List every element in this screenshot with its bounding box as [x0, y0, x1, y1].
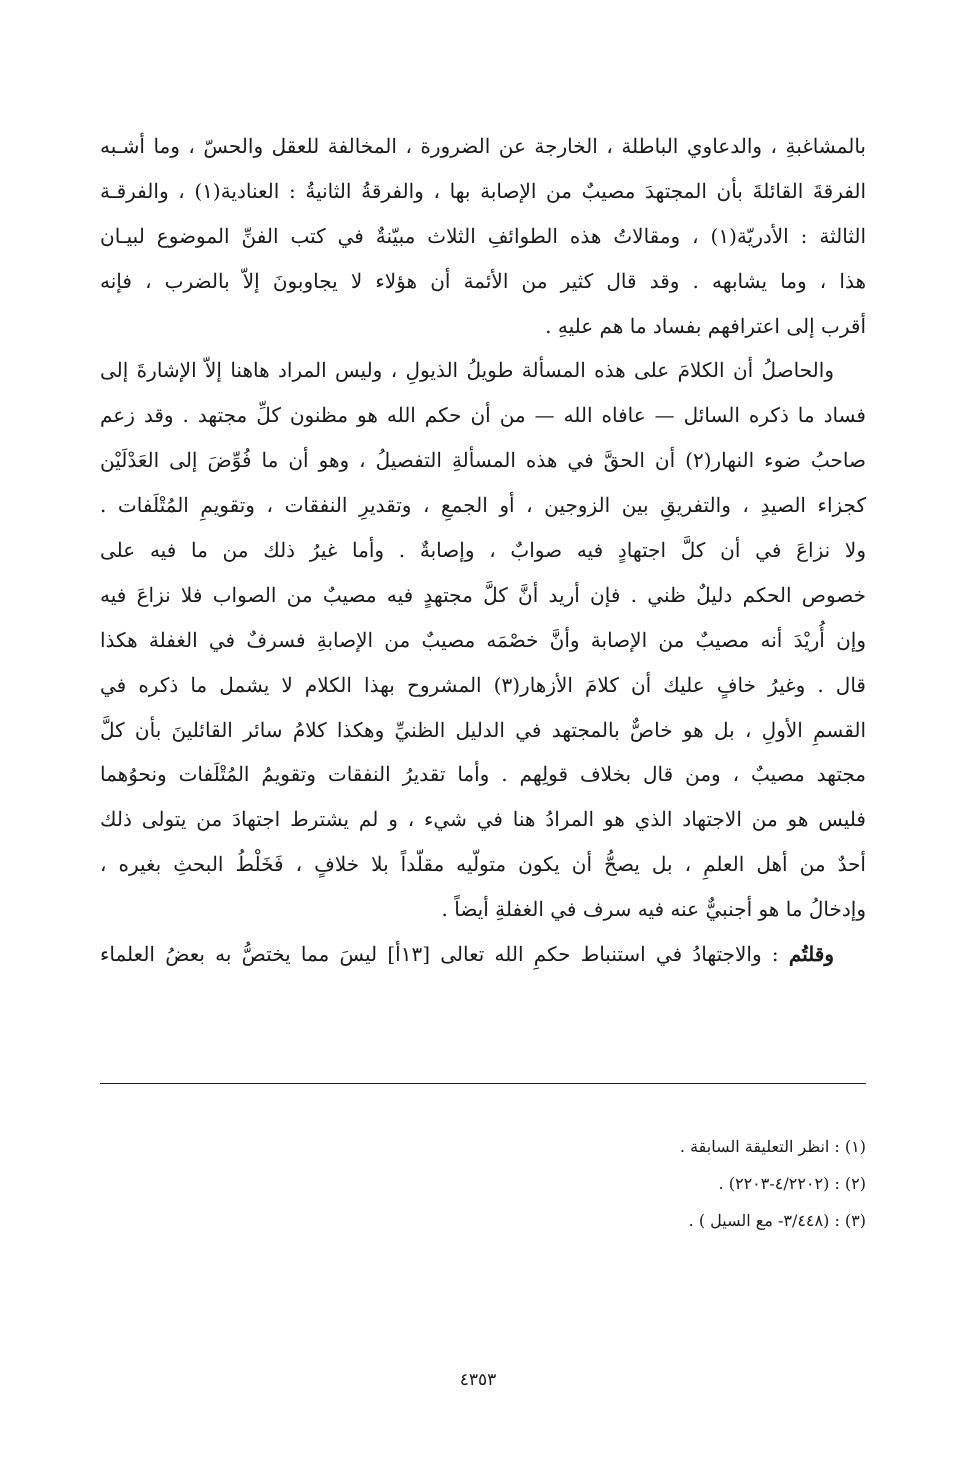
text-line-13: قال . وغيرُ خافٍ عليك أن كلامَ الأزهار(٣) المشروح بهذا الكلام لا يشمل ما ذكره في	[100, 672, 866, 697]
text-line-5: أقرب إلى اعترافهم بفساد ما هم عليهِ .	[545, 313, 866, 338]
footnotes	[100, 1128, 866, 1239]
footnote-3: (٣) : (٣/٤٤٨- مع السيل ) .	[688, 1211, 866, 1230]
text-line-12: وإن أُريْدَ أنه مصيبٌ من الإصابة وأنَّ خصْمَه مصيبٌ من الإصابةِ فسرفٌ في الغفلة هكذا	[100, 627, 866, 652]
text-line-9: كجزاء الصيدِ ، والتفريقِ بين الزوجين ، أو الجمعِ ، وتقديرِ النفقات ، وتقويمِ المُتْلَفات .	[100, 493, 866, 518]
text-line-7: فساد ما ذكره السائل — عافاه الله — من أن حكم الله هو مظنون كلِّ مجتهد . وقد زعم	[100, 403, 866, 428]
text-line-14: القسمِ الأولِ ، بل هو خاصٌّ بالمجتهد في الدليل الظنيِّ وهكذا كلامُ سائر القائلينَ بأن كلَّ	[100, 717, 866, 742]
text-line-1: بالمشاغبةِ ، والدعاوي الباطلة ، الخارجة عن الضرورة ، المخالفة للعقل والحسّ ، وما أشـبه	[100, 134, 866, 158]
text-line-4: هذا ، وما يشابهه . وقد قال كثير من الأئمة أن هؤلاء لا يجاوبونَ إلاّ بالضرب ، فإنه	[100, 268, 866, 293]
text-line-6: والحاصلُ أن الكلامَ على هذه المسألة طويلُ الذيولِ ، وليس المراد هاهنا إلاّ الإشارةَ إلى	[100, 358, 834, 383]
text-line-10: ولا نزاعَ في أن كلَّ اجتهادٍ فيه صوابٌ ، وإصابةٌ . وأما غيرُ ذلك من ما فيه على	[100, 538, 866, 563]
footnote-2: (٢) : (٤/٢٢٠٢-٢٢٠٣) .	[718, 1174, 866, 1193]
text-line-19	[100, 932, 866, 977]
body-text	[100, 124, 866, 977]
text-line-3: الثالثة : الأدريّة(١) ، ومقالاتُ هذه الطوائفِ الثلاث مبيّنةٌ في كتب الفنِّ الموضوع لبيـان	[100, 223, 866, 248]
text-line-11: خصوص الحكم دليلٌ ظني . فإن أريد أنَّ كلَّ مجتهدٍ فيه مصيبٌ من الصواب فلا نزاعَ فيه	[100, 582, 866, 607]
page-number: ٤٣٥٣	[459, 1370, 497, 1390]
paragraph-text: : والاجتهادُ في استنباط حكمِ الله تعالى [١٣أ] ليسَ مما يختصُّ به بعضُ العلماء	[100, 942, 789, 967]
text-line-16: فليس هو من الاجتهاد الذي هو المرادُ هنا في شيء ، و لم يشترط اجتهادَ من يتولى ذلك	[100, 807, 866, 832]
text-line-8: صاحبُ ضوء النهار(٢) أن الحقَّ في هذه المسألةِ التفصيلُ ، وهو أن ما فُوِّضَ إلى العَدْلَيْن	[100, 448, 866, 473]
text-line-2: الفرقةَ القائلةَ بأن المجتهدَ مصيبٌ من الإصابة بها ، والفرقةُ الثانيةُ : العنادية(١) ، والفرقـة	[100, 178, 866, 203]
footnote-divider	[100, 1083, 866, 1084]
text-line-18: وإدخالُ ما هو أجنبيٌّ عنه فيه سرف في الغفلةِ أيضاً .	[441, 897, 866, 922]
text-line-17: أحدٌ من أهل العلمِ ، بل يصحُّ أن يكون متولّيه مقلّداً بلا خلافٍ ، فَخَلْطُ البحثِ بغيره ،	[100, 852, 866, 877]
text-line-15: مجتهد مصيبٌ ، ومن قال بخلاف قولِهم . وأما تقديرُ النفقات وتقويمُ المُتْلَفات ونحوُهما	[100, 762, 866, 787]
paragraph-lead-word: وقلتُم	[788, 942, 835, 967]
footnote-1: (١) : انظر التعليقة السابقة .	[679, 1137, 866, 1156]
